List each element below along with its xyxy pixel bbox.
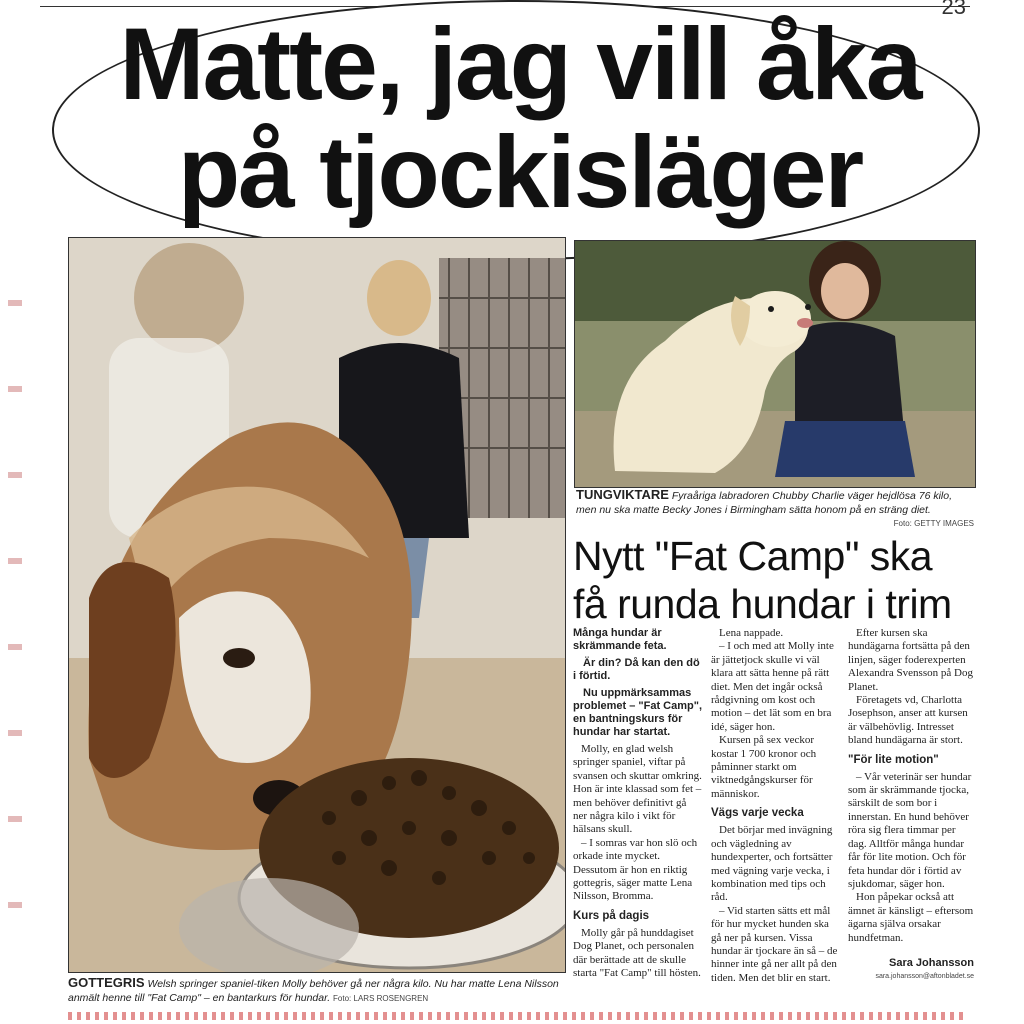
paragraph: Efter kursen ska hundägarna fortsätta på den linjen, säger foderexperten Alexandra Svensson på Dog Planet.	[848, 627, 973, 693]
page-number: 23	[941, 0, 966, 19]
paragraph: – I och med att Molly inte är jättetjock skulle vi väl klara att sätta henne på rätt diet. Men det ingår också rådgivning om kost och motion – det lät som en bra idé, säger hon.	[711, 640, 834, 733]
paragraph: – Vid starten sätts ett mål för hur mycket hunden ska gå ner på kursen. Vissa hundar är tjockare än så – de hinner inte gå ner allt på den tiden. Men det blir en start.	[711, 904, 838, 984]
intro-lead: Är din? Då kan den dö i förtid.	[573, 657, 700, 682]
section-heading: Vägs varje vecka	[711, 807, 804, 820]
article-column-2	[711, 627, 841, 985]
article-column-3	[848, 627, 974, 984]
margin-marks	[8, 300, 26, 1000]
subhead-line-1: Nytt "Fat Camp" ska	[573, 533, 933, 579]
main-photo-caption	[68, 976, 564, 1006]
paragraph: Det börjar med invägning och vägledning av hundexperter, och fortsätter med vägning varje vecka, i kombination med tips och råd.	[711, 824, 833, 904]
bottom-decoration	[68, 1012, 968, 1020]
top-photo-caption	[576, 488, 974, 531]
main-photo-spaniel	[68, 237, 566, 973]
headline-line-2: på tjockisläger	[177, 115, 863, 229]
top-photo-labrador	[574, 240, 976, 488]
paragraph: Lena nappade.	[719, 627, 784, 639]
paragraph: Kursen på sex veckor kostar 1 700 kronor och påminner starkt om viktnedgångskurser för människor.	[711, 734, 817, 800]
author-email: sara.johansson@aftonbladet.se	[875, 973, 974, 981]
caption-text: Fyraåriga labradoren Chubby Charlie väger hejdlösa 76 kilo, men nu ska matte Becky Jones i Birmingham sätta honom på en sträng diet.	[576, 490, 953, 516]
paragraph: – I somras var hon slö och orkade inte mycket. Dessutom är hon en riktig gottegris, säger matte Lena Nilsson, Bromma.	[573, 836, 698, 903]
headline-line-1: Matte, jag vill åka	[119, 7, 921, 121]
caption-text: Welsh springer spaniel-tiken Molly behöver gå ner några kilo. Nu har matte Lena Nilsson anmält henne till "Fat Camp" – en bantarkurs för hundar.	[68, 978, 559, 1004]
photo-credit: Foto: LARS ROSENGREN	[333, 994, 429, 1003]
intro-lead: Nu uppmärksammas problemet – "Fat Camp", en bantningskurs för hundar har startat.	[573, 687, 703, 738]
article-subhead	[573, 532, 973, 628]
intro-lead: Många hundar är skrämmande feta.	[573, 627, 667, 652]
paragraph: Hon påpekar också att ämnet är känsligt – eftersom ägarna själva orsakar hundfetman.	[848, 891, 974, 944]
section-heading: Kurs på dagis	[573, 909, 650, 922]
article-column-1	[573, 627, 703, 981]
paragraph: Företagets vd, Charlotta Josephson, anser att kursen är välbehövlig. Intresset bland hundägarna är stort.	[848, 694, 968, 747]
byline: Sara Johansson	[889, 956, 974, 969]
caption-kicker: TUNGVIKTARE	[576, 487, 669, 502]
paragraph: Molly, en glad welsh springer spaniel, viftar på svansen och skuttar omkring. Hon är inte klassad som fet – men behöver definitivt gå ner några kilo i vikt för hälsans skull.	[573, 743, 702, 836]
subhead-line-2: få runda hundar i trim	[573, 581, 952, 627]
paragraph: Molly går på hunddagiset Dog Planet, och personalen där berättade att de skulle starta "Fat Camp" till hösten.	[573, 926, 701, 980]
section-heading: "För lite motion"	[848, 753, 939, 766]
headline	[80, 7, 960, 229]
photo-credit: Foto: GETTY IMAGES	[893, 519, 974, 528]
caption-kicker: GOTTEGRIS	[68, 975, 145, 990]
paragraph: – Vår veterinär ser hundar som är skrämmande tjocka, särskilt de som bor i innerstan. En hund behöver röra sig flera timmar per dag. Alltför många hundar får för lite motion. Och för feta hundar dör i förtid av sjukdomar, säger hon.	[848, 770, 972, 890]
